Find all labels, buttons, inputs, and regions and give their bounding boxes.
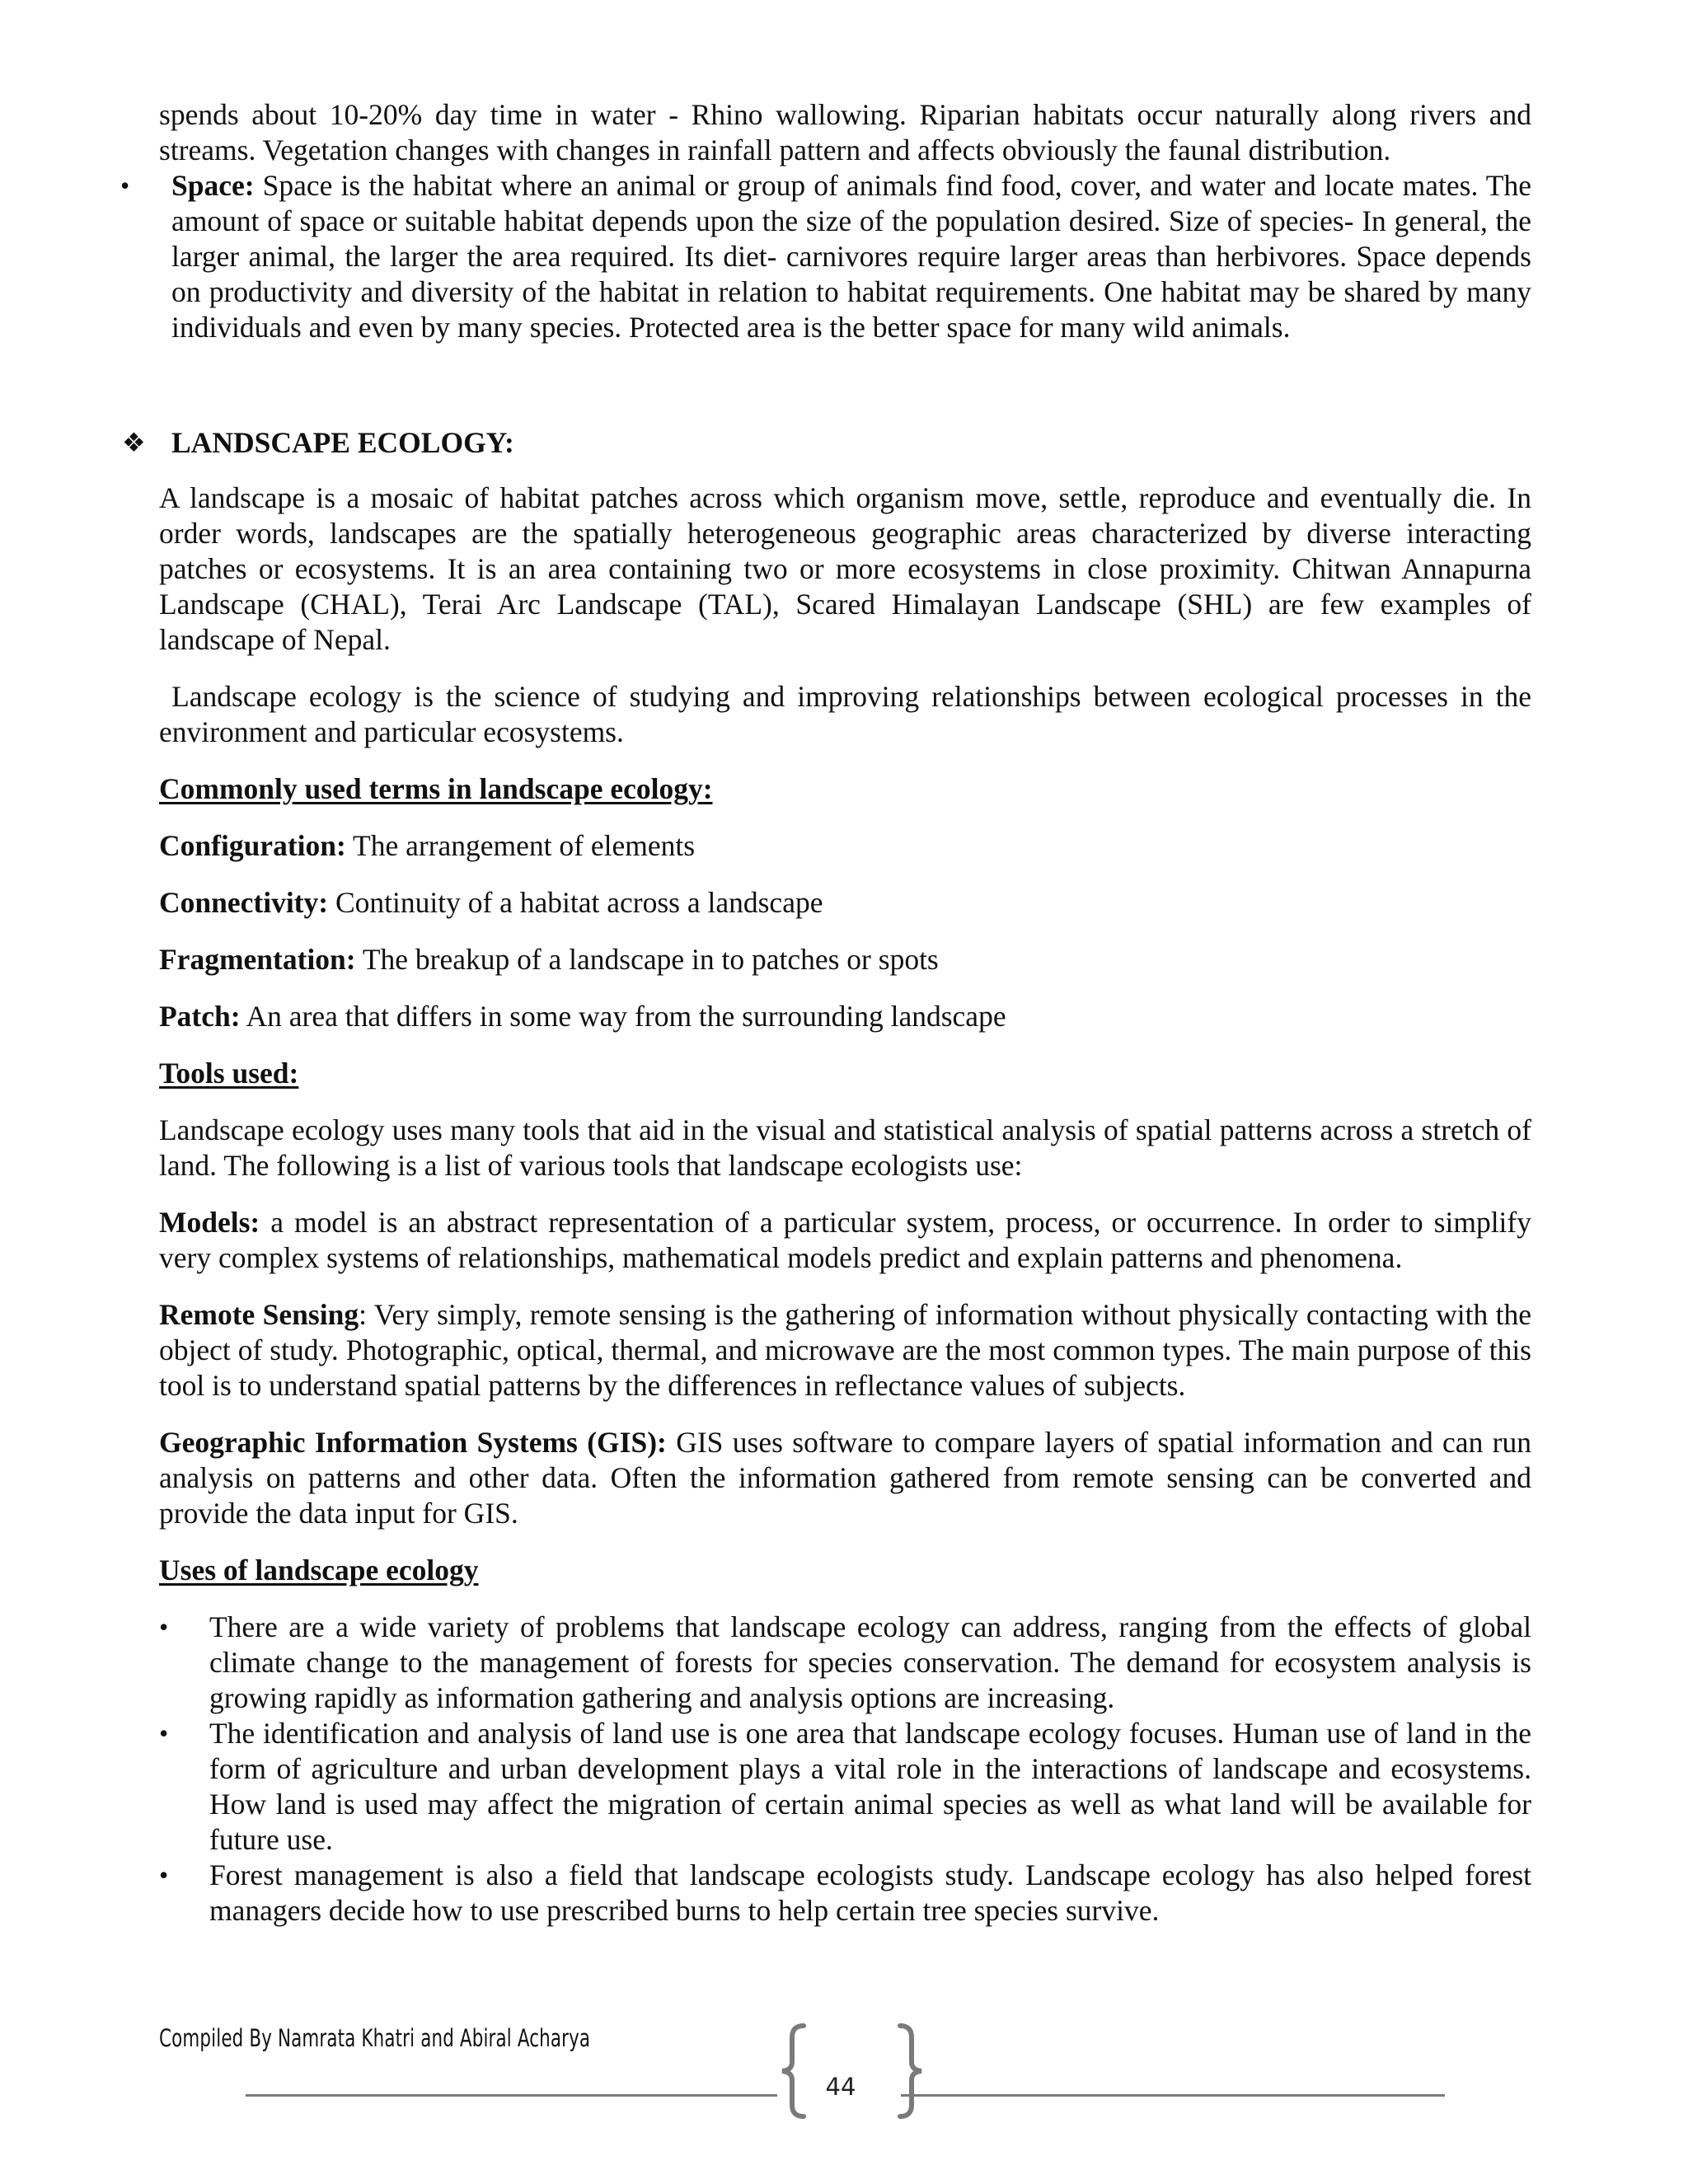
space-text: Space is the habitat where an animal or group of animals find food, cover, and water and locate mates. The amount of space or suitable habitat depends upon the size of the population desired. Size of species- In general, the larger animal, the larger the area required. Its diet- carnivores require larger areas than herbivores. Space depends on productivity and diversity of the habitat in relation to habitat requirements. One habitat may be shared by many individuals and even by many species. Protected area is the better space for many wild animals. <box>171 169 1531 344</box>
tool-label: Geographic Information Systems (GIS): <box>159 1426 667 1459</box>
space-term: Space: <box>171 169 255 202</box>
term-label: Fragmentation: <box>159 943 356 976</box>
uses-list <box>159 1610 1531 1929</box>
bullet-icon: • <box>159 1718 169 1748</box>
term-configuration <box>159 828 1531 864</box>
tool-label: Models: <box>159 1206 260 1239</box>
term-connectivity <box>159 885 1531 921</box>
left-brace-icon <box>771 2019 820 2123</box>
term-fragmentation <box>159 942 1531 977</box>
space-bullet <box>120 168 1531 345</box>
continued-paragraph: spends about 10-20% day time in water - Rhino wallowing. Riparian habitats occur naturally along rivers and streams. Vegetation changes with changes in rainfall pattern and affects obviously the faunal distribution. <box>159 98 1531 166</box>
footer-rule-left <box>246 2094 777 2097</box>
term-definition: The arrangement of elements <box>345 829 696 862</box>
list-item <box>159 1610 1531 1716</box>
tool-remote-sensing <box>159 1297 1531 1404</box>
tool-definition: : Very simply, remote sensing is the gathering of information without physically contacting with the object of study. Photographic, optical, thermal, and microwave are the most common types. The main purpose of this tool is to understand spatial patterns by the differences in reflectance values of subjects. <box>159 1298 1531 1402</box>
terms-heading: Commonly used terms in landscape ecology: <box>159 772 713 805</box>
tool-models <box>159 1205 1531 1276</box>
term-label: Connectivity: <box>159 886 329 919</box>
tool-gis <box>159 1425 1531 1531</box>
bullet-icon: • <box>159 1612 169 1642</box>
term-label: Configuration: <box>159 829 346 862</box>
term-patch <box>159 999 1531 1034</box>
list-item <box>159 1858 1531 1929</box>
right-brace-icon <box>884 2019 933 2123</box>
term-label: Patch: <box>159 1000 241 1033</box>
list-item-text: Forest management is also a field that landscape ecologists study. Landscape ecology has also helped forest managers decide how to use prescribed burns to help certain tree species survive. <box>209 1858 1531 1927</box>
bullet-icon: • <box>120 171 130 200</box>
tool-definition: a model is an abstract representation of a particular system, process, or occurrence. In order to simplify very complex systems of relationships, mathematical models predict and explain patterns and phenomena. <box>159 1206 1531 1274</box>
footer-credit: Compiled By Namrata Khatri and Abiral Acharya <box>159 2024 591 2052</box>
landscape-paragraph: A landscape is a mosaic of habitat patches across which organism move, settle, reproduce and eventually die. In order words, landscapes are the spatially heterogeneous geographic areas characterized by diverse interacting patches or ecosystems. It is an area containing two or more ecosystems in close proximity. Chitwan Annapurna Landscape (CHAL), Terai Arc Landscape (TAL), Scared Himalayan Landscape (SHL) are few examples of landscape of Nepal. <box>159 481 1531 656</box>
list-item <box>159 1716 1531 1858</box>
footer-rule-right <box>901 2094 1445 2097</box>
term-definition: Continuity of a habitat across a landscape <box>328 886 823 919</box>
section-heading-text: LANDSCAPE ECOLOGY: <box>171 426 514 459</box>
tools-intro: Landscape ecology uses many tools that aid in the visual and statistical analysis of spatial patterns across a stretch of land. The following is a list of various tools that landscape ecologists use: <box>159 1113 1531 1182</box>
page-content <box>120 97 1539 1929</box>
term-definition: An area that differs in some way from the surrounding landscape <box>240 1000 1006 1033</box>
section-heading <box>122 425 1531 461</box>
page-number: 44 <box>825 2073 856 2101</box>
list-item-text: There are a wide variety of problems that landscape ecology can address, ranging from the effects of global climate change to the management of forests for species conservation. The demand for ecosystem analysis is growing rapidly as information gathering and analysis options are increasing. <box>209 1610 1531 1714</box>
term-definition: The breakup of a landscape in to patches or spots <box>355 943 939 976</box>
bullet-icon: • <box>159 1860 169 1890</box>
list-item-text: The identification and analysis of land use is one area that landscape ecology focuses. Human use of land in the form of agriculture and urban development plays a vital role in the interactions of landscape and ecosystems. How land is used may affect the migration of certain animal species as well as what land will be available for future use. <box>209 1717 1531 1856</box>
landscape-ecology-paragraph: Landscape ecology is the science of studying and improving relationships between ecological processes in the environment and particular ecosystems. <box>159 680 1539 748</box>
tool-definition: GIS uses software to compare layers of spatial information and can run analysis on patterns and other data. Often the information gathered from remote sensing can be converted and provide the data input for GIS. <box>159 1426 1531 1530</box>
diamond-bullet-icon: ❖ <box>122 428 146 457</box>
uses-heading: Uses of landscape ecology <box>159 1554 479 1586</box>
tools-heading: Tools used: <box>159 1057 299 1090</box>
tool-label: Remote Sensing <box>159 1298 359 1331</box>
